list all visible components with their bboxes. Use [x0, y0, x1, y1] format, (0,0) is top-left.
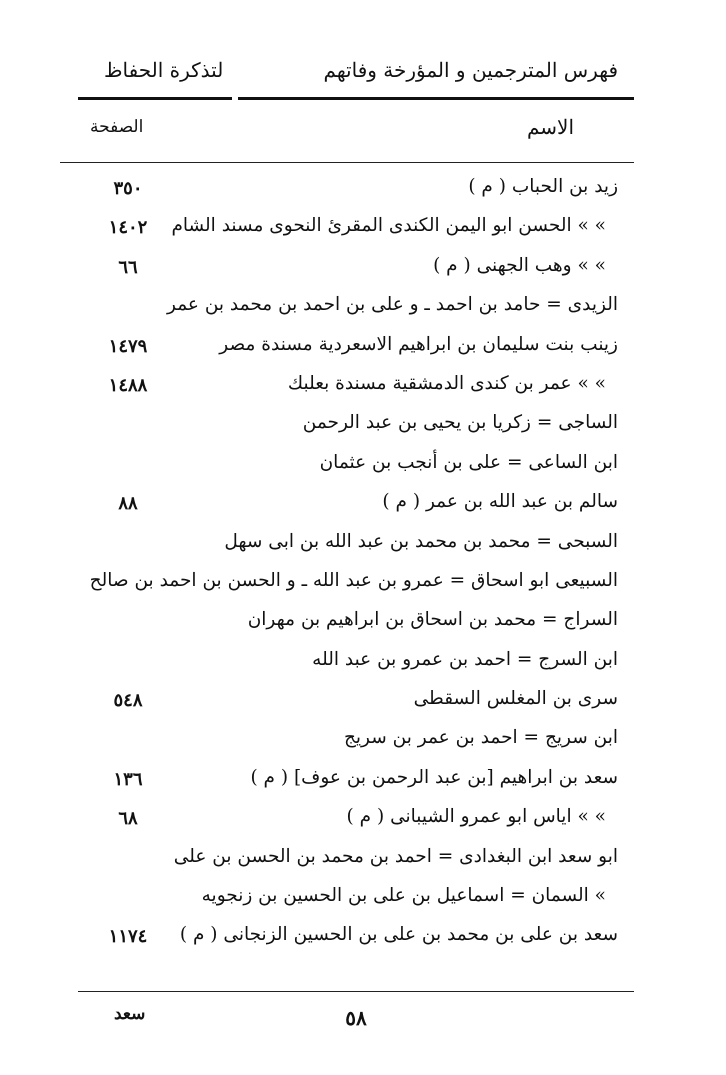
entry-page: ٥٤٨ [113, 690, 143, 712]
index-entry [0, 408, 726, 447]
name-column-header: الاسم [526, 115, 574, 139]
index-entry [0, 723, 726, 762]
index-entry [0, 684, 726, 723]
page-footer [78, 1000, 634, 1040]
page-column-header: الصفحة [90, 117, 144, 137]
entry-page: ١١٧٤ [108, 926, 148, 948]
entry-name: ابن الساعى = على بن أنجب بن عثمان [319, 451, 618, 473]
entry-name: السبيعى ابو اسحاق = عمرو بن عبد الله ـ و الحسن بن احمد بن صالح [89, 569, 618, 591]
index-entry [0, 920, 726, 959]
page-number: ٥٨ [345, 1006, 367, 1030]
entry-name: سالم بن عبد الله بن عمر ( م ) [382, 491, 618, 513]
entry-name: الساجى = زكريا بن يحيى بن عبد الرحمن [302, 412, 618, 434]
entry-name: » » الحسن ابو اليمن الكندى المقرئ النحوى مسند الشام [171, 215, 606, 237]
index-entry [0, 369, 726, 408]
index-entry [0, 605, 726, 644]
index-entry [0, 763, 726, 802]
column-headers [78, 115, 634, 145]
entry-name: السبحى = محمد بن محمد بن عبد الله بن ابى سهل [224, 530, 618, 552]
entry-name: زيد بن الحباب ( م ) [468, 176, 618, 197]
entry-page: ١٤٧٩ [108, 335, 148, 357]
index-entry [0, 172, 726, 211]
page-header [90, 52, 636, 96]
index-entry [0, 211, 726, 250]
entry-page: ١٣٦ [113, 768, 143, 790]
entry-name: ابو سعد ابن البغدادى = احمد بن محمد بن الحسن بن على [173, 845, 618, 867]
footer-rule [78, 991, 634, 992]
entry-name: السراج = محمد بن اسحاق بن ابراهيم بن مهران [247, 609, 618, 631]
entry-name: » السمان = اسماعيل بن على بن الحسين بن زنجويه [201, 885, 606, 907]
running-title: فهرس المترجمين و المؤرخة وفاتهم [323, 58, 618, 82]
entry-page: ٦٦ [118, 256, 138, 278]
entry-name: » » عمر بن كندى الدمشقية مسندة بعلبك [287, 372, 606, 394]
entry-name: ابن السرج = احمد بن عمرو بن عبد الله [312, 648, 618, 670]
index-entry [0, 645, 726, 684]
index-entry [0, 290, 726, 329]
index-entry [0, 330, 726, 369]
entry-name: سعد بن على بن محمد بن على بن الحسين الزنجانى ( م ) [179, 924, 618, 946]
entry-name: زينب بنت سليمان بن ابراهيم الاسعردية مسندة مصر [219, 333, 618, 355]
entry-page: ١٤٠٢ [108, 217, 148, 239]
entry-name: » » وهب الجهنى ( م ) [433, 254, 606, 276]
book-title: لتذكرة الحفاظ [104, 58, 224, 82]
index-entry [0, 842, 726, 881]
index-entry [0, 448, 726, 487]
index-entry [0, 881, 726, 920]
entry-page: ٦٨ [118, 808, 138, 830]
entry-page: ١٤٨٨ [108, 374, 148, 396]
entry-name: ابن سريج = احمد بن عمر بن سريج [343, 727, 618, 749]
header-rule [78, 97, 634, 100]
index-entry [0, 802, 726, 841]
index-entries [0, 172, 726, 960]
entry-name: » » اياس ابو عمرو الشيبانى ( م ) [346, 806, 606, 828]
index-entry [0, 527, 726, 566]
index-entry [0, 487, 726, 526]
entry-name: الزيدى = حامد بن احمد ـ و على بن احمد بن محمد بن عمر [167, 294, 618, 316]
entry-name: سعد بن ابراهيم [بن عبد الرحمن بن عوف] ( م ) [250, 766, 618, 788]
column-header-rule [60, 162, 634, 163]
header-rule-gap [232, 96, 238, 101]
catchword: سعد [114, 1004, 146, 1024]
entry-page: ٨٨ [118, 493, 138, 515]
index-entry [0, 566, 726, 605]
entry-name: سرى بن المغلس السقطى [413, 688, 618, 710]
index-entry [0, 251, 726, 290]
entry-page: ٣٥٠ [113, 178, 143, 199]
